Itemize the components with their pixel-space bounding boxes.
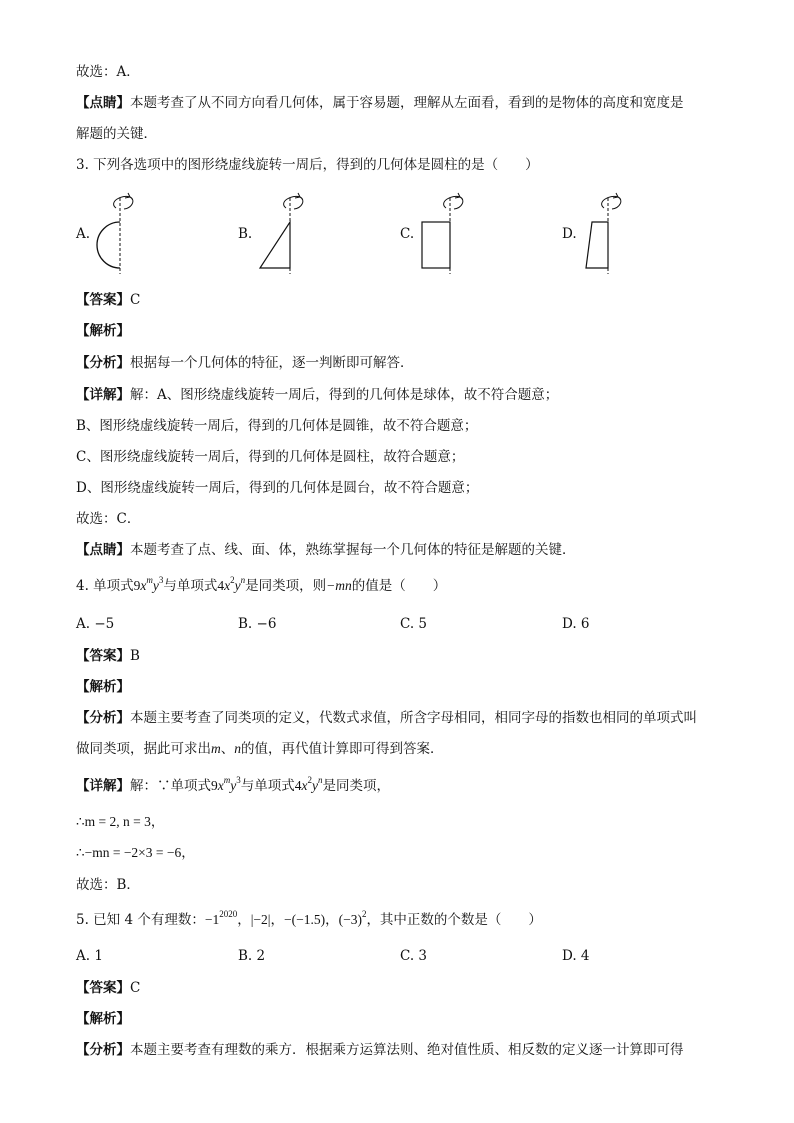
line-comment-prev: 【点睛】本题考查了从不同方向看几何体，属于容易题，理解从左面看，看到的是物体的高度和宽度是 — [76, 95, 684, 111]
q4-step-1: ∴m = 2, n = 3， — [76, 814, 165, 829]
line-comment-prev-2: 解题的关键． — [76, 126, 157, 142]
q4-option-c: C. 5 — [400, 616, 428, 632]
q3-choice: 故选：C． — [76, 511, 141, 527]
line-answer-prev: 故选：A． — [76, 64, 140, 80]
q3-detail-1: 【详解】解：A、图形绕虚线旋转一周后，得到的几何体是球体，故不符合题意； — [76, 387, 559, 403]
q4-choice: 故选：B． — [76, 877, 140, 893]
q4-analysis-1: 【分析】本题主要考查了同类项的定义，代数式求值，所含字母相同，相同字母的指数也相同的单项式叫 — [76, 710, 697, 726]
q5-answer: 【答案】C — [76, 980, 141, 996]
question-5: 5. 已知 4 个有理数：$-1^{2020}$，|−2|，−(−1.5)，$(-3)^2$，其中正数的个数是（ ） — [76, 909, 542, 928]
q3-comment: 【点睛】本题考查了点、线、面、体，熟练掌握每一个几何体的特征是解题的关键． — [76, 542, 576, 558]
q4-option-a: A. −5 — [76, 616, 115, 632]
monomial-2: $4x^2y^n$ — [217, 575, 246, 593]
q5-jiexi: 【解析】 — [76, 1011, 130, 1027]
q3-figure-a — [86, 188, 146, 276]
question-3: 3. 下列各选项中的图形绕虚线旋转一周后，得到的几何体是圆柱的是（ ） — [76, 157, 539, 173]
q4-option-d: D. 6 — [562, 616, 590, 632]
q4-jiexi: 【解析】 — [76, 679, 130, 695]
expr-neg-mn: −mn — [326, 578, 352, 593]
question-4: 4. 单项式$9x^my^3$与单项式$4x^2y^n$是同类项，则−mn的值是（ ） — [76, 575, 447, 594]
q3-detail-3: C、图形绕虚线旋转一周后，得到的几何体是圆柱，故符合题意； — [76, 449, 465, 465]
q3-option-c-label: C. — [400, 226, 415, 242]
q3-option-b-label: B. — [238, 226, 253, 242]
q3-figure-c — [418, 188, 478, 276]
q4-analysis-2: 做同类项，据此可求出m、n的值，再代值计算即可得到答案． — [76, 741, 444, 757]
q3-option-a-label: A. — [76, 226, 91, 242]
q5-option-d: D. 4 — [562, 948, 590, 964]
q4-detail-1: 【详解】解：∵单项式$9x^my^3$与单项式$4x^2y^n$是同类项， — [76, 775, 390, 794]
monomial-1: $9x^my^3$ — [133, 575, 164, 593]
q3-detail-2: B、图形绕虚线旋转一周后，得到的几何体是圆锥，故不符合题意； — [76, 418, 478, 434]
q5-option-c: C. 3 — [400, 948, 428, 964]
q3-option-d-label: D. — [562, 226, 577, 242]
q3-jiexi: 【解析】 — [76, 323, 130, 339]
q3-analysis: 【分析】根据每一个几何体的特征，逐一判断即可解答． — [76, 355, 414, 371]
q5-option-a: A. 1 — [76, 948, 103, 964]
q3-figure-d — [580, 188, 640, 276]
q3-figure-b — [254, 188, 314, 276]
q3-detail-4: D、图形绕虚线旋转一周后，得到的几何体是圆台，故不符合题意； — [76, 480, 479, 496]
q3-answer: 【答案】C — [76, 292, 141, 308]
q4-step-2: ∴−mn = −2×3 = −6， — [76, 845, 195, 860]
q5-option-b: B. 2 — [238, 948, 266, 964]
q4-answer: 【答案】B — [76, 648, 140, 664]
q4-option-b: B. −6 — [238, 616, 277, 632]
q5-analysis: 【分析】本题主要考查有理数的乘方．根据乘方运算法则、绝对值性质、相反数的定义逐一计算即可得 — [76, 1042, 684, 1058]
